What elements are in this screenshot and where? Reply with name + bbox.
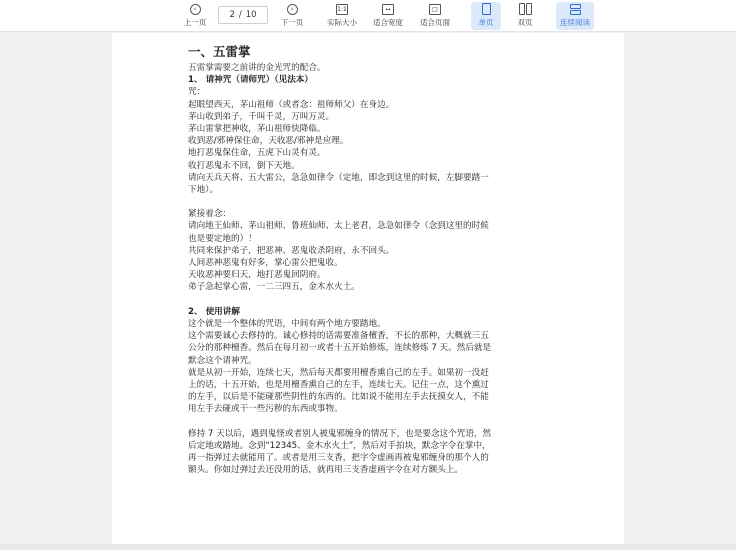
- text-line: 这个需要诚心去修持的。诚心修持的话需要准备檀香，不长的那种，大概就三五: [188, 331, 489, 342]
- page-total: 10: [245, 10, 257, 20]
- text-line: 也是要定地的）！: [188, 233, 257, 244]
- fit-width-label: 适合宽度: [373, 18, 403, 27]
- actual-size-label: 实际大小: [327, 18, 357, 27]
- text-line: 咒：: [188, 87, 206, 98]
- continuous-read-label: 连续阅读: [560, 18, 590, 27]
- chevron-right-icon: ›: [287, 4, 298, 15]
- text-line: 公分的那种檀香。然后在每月初一或者十五开始修炼，连续修炼 7 天。然后就是: [188, 343, 492, 354]
- text-line: 就是从初一开始，连续七天，然后每天都要用檀香熏自己的左手。如果初一没赶: [188, 367, 489, 378]
- text-line: 用左手去碰或干一些污秽的东西或事物。: [188, 404, 343, 415]
- text-line: 收打恶鬼永不回，倒下天地。: [188, 160, 300, 171]
- continuous-read-icon: [570, 4, 581, 9]
- double-page-label: 双页: [517, 18, 533, 27]
- fit-page-icon: □: [429, 4, 441, 15]
- text-line: 默念这个请神咒。: [188, 355, 257, 366]
- text-line: 再一指弹过去就能用了。或者是用三支香，把字令虚画再被鬼邪缠身的那个人的: [188, 453, 489, 463]
- text-line: 这个就是一个整体的咒语，中间有两个地方要踏地。: [188, 318, 386, 329]
- double-page-button[interactable]: [510, 2, 540, 30]
- actual-size-icon: 1:1: [337, 5, 347, 13]
- paragraph-gap: [188, 196, 608, 208]
- next-page-button[interactable]: [278, 2, 306, 30]
- continuous-read-icon-lower: [570, 10, 581, 15]
- continuous-read-button[interactable]: [556, 2, 594, 30]
- text-line: 额头。你如过弹过去还没用的话，就再用三支香虚画字令在对方额头上。: [188, 465, 464, 476]
- text-line: 上的话，十五开始，也是用檀香熏自己的左手，连续七天。记住一点，这个熏过: [188, 379, 489, 390]
- paragraph-gap: [188, 415, 608, 427]
- page-current: 2: [229, 10, 235, 20]
- fit-page-label: 适合页面: [420, 18, 450, 27]
- text-line: 起眼望西天，茅山祖师（或者念：祖师师父）在身边。: [188, 99, 395, 110]
- fit-width-button[interactable]: [370, 2, 406, 30]
- text-line: 五雷掌需要之前讲的金光咒的配合。: [188, 63, 326, 73]
- chevron-left-icon: ‹: [190, 4, 201, 15]
- subheading: 1、 请神咒（请师咒）（见法本）: [188, 75, 313, 86]
- page-separator: /: [238, 10, 242, 20]
- text-line: 地打恶鬼保住命，五虎下山灵有灵。: [188, 148, 326, 159]
- single-page-label: 单页: [478, 18, 494, 27]
- text-line: 请向天兵天将、五大雷公，急急如律令（定地，即念到这里的时候，左脚要踏一: [188, 172, 489, 183]
- prev-page-label: 上一页: [183, 18, 207, 27]
- text-line: 后定地或踏地。念到“12345、金木水火土”，然后对手拍块，默念字令在掌中，: [188, 440, 491, 451]
- section-title: 一、五雷掌: [188, 44, 251, 59]
- text-line: 共同来保护弟子，把恶神、恶鬼收杀阴府，永不回头。: [188, 245, 395, 256]
- text-line: 收到恶/邪神保住命，天收恶/邪神是应理。: [188, 136, 349, 147]
- actual-size-button[interactable]: [324, 2, 360, 30]
- text-line: 紧接着念：: [188, 209, 231, 220]
- text-line: 下地）。: [188, 184, 219, 195]
- double-page-icon-right: [526, 3, 532, 15]
- subheading: 2、 使用讲解: [188, 306, 240, 317]
- single-page-button[interactable]: [471, 2, 501, 30]
- text-line: 天收恶神要归天，地打恶鬼回阴府。: [188, 270, 326, 281]
- double-page-icon: [519, 3, 525, 15]
- text-line: 请向地王仙师、茅山祖师、鲁班仙师、太上老君，急急如律令（念到这里的时候: [188, 221, 489, 232]
- fit-page-button[interactable]: [417, 2, 453, 30]
- document-content: [188, 41, 608, 476]
- single-page-icon: [482, 3, 491, 15]
- text-line: 弟子急起掌心雷，一二三四五，金木水火土。: [188, 282, 360, 293]
- next-page-label: 下一页: [280, 18, 304, 27]
- status-bar: [0, 544, 736, 550]
- text-line: 茅山雷掌把神收，茅山祖师快降临。: [188, 123, 326, 134]
- text-line: 人间恶神恶鬼有好多，掌心雷公把鬼收。: [188, 258, 343, 268]
- text-line: 修持 7 天以后，遇到鬼怪或者别人被鬼邪缠身的情况下，也是要念这个咒语，然: [188, 428, 492, 439]
- text-line: 茅山收到弟子，千叫千灵，万叫万灵。: [188, 111, 335, 122]
- page-number-input[interactable]: [218, 6, 268, 24]
- viewer-toolbar: [0, 0, 736, 32]
- paragraph-gap: [188, 294, 608, 306]
- prev-page-button[interactable]: [181, 2, 209, 30]
- fit-width-icon: ↔: [382, 4, 394, 15]
- text-line: 的左手，以后是不能碰那些阴性的东西的。比如说不能用左手去抚摸女人，不能: [188, 392, 489, 403]
